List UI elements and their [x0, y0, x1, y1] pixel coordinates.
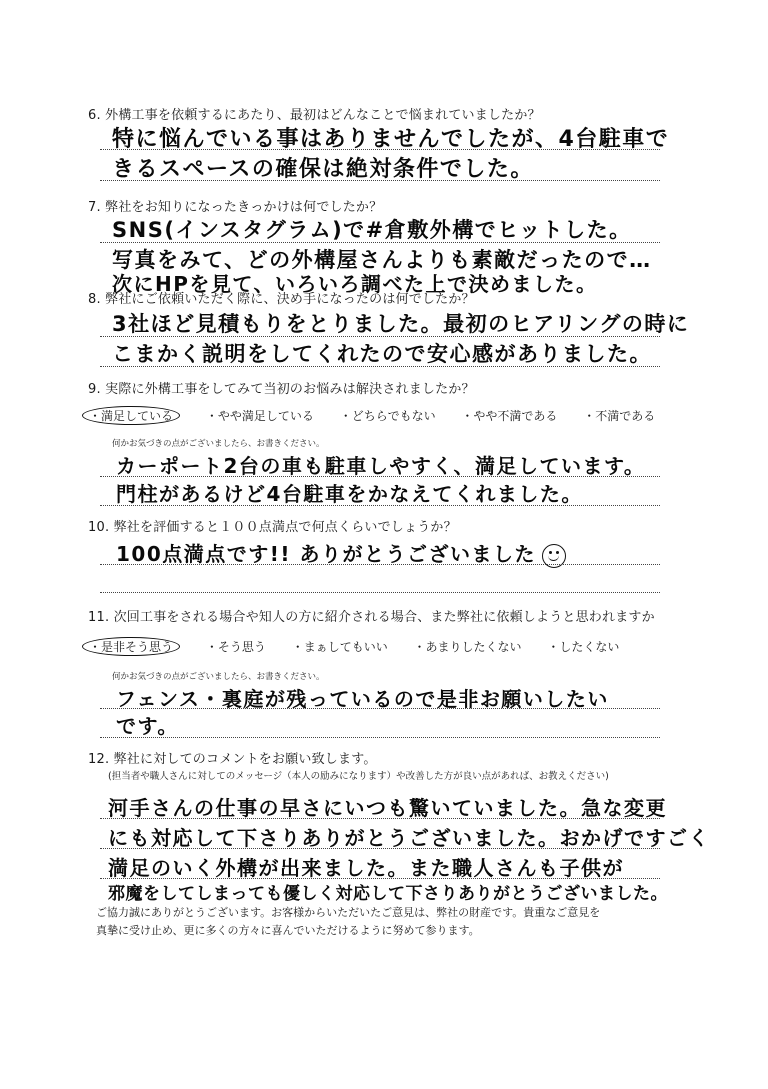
- answer-line: [100, 564, 660, 565]
- q9-hint: 何かお気づきの点がございましたら、お書きください。: [112, 439, 325, 449]
- answer-9-line-2: 門柱があるけど4台駐車をかなえてくれました。: [116, 482, 583, 506]
- question-7: 7. 弊社をお知りになったきっかけは何でしたか？: [88, 200, 383, 215]
- answer-11-line-2: です。: [116, 714, 179, 738]
- answer-line: [100, 242, 660, 243]
- question-12: 12. 弊社に対してのコメントをお願い致します。: [88, 752, 377, 767]
- footer-line-2: 真摯に受け止め、更に多くの方々に喜んでいただけるように努めて参ります。: [96, 924, 480, 937]
- footer-line-1: ご協力誠にありがとうございます。お客様からいただいたご意見は、弊社の財産です。貴重なご意見を: [96, 906, 601, 919]
- question-11: 11. 次回工事をされる場合や知人の方に紹介される場合、また弊社に依頼しようと思われますか: [88, 610, 655, 625]
- answer-12-line-3: 満足のいく外構が出来ました。また職人さんも子供が: [108, 856, 624, 880]
- answer-7-line-3: 次にHPを見て、いろいろ調べた上で決めました。: [112, 272, 598, 296]
- question-10: 10. 弊社を評価すると１００点満点で何点くらいでしょうか？: [88, 520, 457, 535]
- q11-options: [88, 637, 641, 656]
- answer-line: [100, 818, 660, 819]
- answer-line: [100, 149, 660, 150]
- q11-option-5[interactable]: ・したくない: [547, 640, 620, 654]
- answer-11-line-1: フェンス・裏庭が残っているので是非お願いしたい: [116, 687, 609, 711]
- q11-option-1[interactable]: [88, 640, 180, 654]
- answer-line: [100, 505, 660, 506]
- q11-hint: 何かお気づきの点がございましたら、お書きください。: [112, 672, 325, 682]
- q9-option-4[interactable]: ・やや不満である: [461, 409, 558, 423]
- answer-10-text: 100点満点です!! ありがとうございました: [116, 542, 536, 566]
- q11-option-2[interactable]: ・そう思う: [205, 640, 266, 654]
- answer-12-line-4: 邪魔をしてしまっても優しく対応して下さりありがとうございました。: [108, 884, 668, 904]
- answer-6-line-1: 特に悩んでいる事はありませんでしたが、4台駐車で: [112, 127, 670, 152]
- selected-circle: ・是非そう思う: [82, 637, 180, 656]
- answer-9-line-1: カーポート2台の車も駐車しやすく、満足しています。: [116, 454, 646, 478]
- q11-option-4[interactable]: ・あまりしたくない: [413, 640, 522, 654]
- answer-line: [100, 708, 660, 709]
- question-6: 6. 外構工事を依頼するにあたり、最初はどんなことで悩まれていましたか？: [88, 108, 541, 123]
- answer-8-line-2: こまかく説明をしてくれたので安心感がありました。: [112, 342, 652, 366]
- answer-7-line-1: SNS(インスタグラム)で#倉敷外構でヒットした。: [112, 218, 632, 242]
- footer-note: [96, 904, 600, 940]
- answer-7-line-2: 写真をみて、どの外構屋さんよりも素敵だったので…: [112, 248, 652, 272]
- answer-line: [100, 180, 660, 181]
- answer-line: [100, 592, 660, 593]
- selected-circle: ・満足している: [82, 406, 180, 425]
- q9-option-1[interactable]: [88, 409, 180, 423]
- q9-option-2[interactable]: ・やや満足している: [205, 409, 314, 423]
- answer-6-line-2: きるスペースの確保は絶対条件でした。: [112, 157, 534, 182]
- answer-12-line-1: 河手さんの仕事の早さにいつも驚いていました。急な変更: [108, 796, 667, 820]
- answer-line: [100, 476, 660, 477]
- answer-line: [100, 848, 660, 849]
- q9-options: [88, 406, 677, 425]
- q11-option-3[interactable]: ・まぁしてもいい: [291, 640, 388, 654]
- question-12-subtitle: (担当者や職人さんに対してのメッセージ（本人の励みになります）や改善した方が良い点があれば、お教えください): [108, 771, 609, 782]
- q9-option-3[interactable]: ・どちらでもない: [339, 409, 436, 423]
- answer-line: [100, 737, 660, 738]
- answer-line: [100, 336, 660, 337]
- answer-8-line-1: 3社ほど見積もりをとりました。最初のヒアリングの時に: [112, 312, 690, 336]
- q9-option-5[interactable]: ・不満である: [583, 409, 656, 423]
- question-8: 8. 弊社にご依頼いただく際に、決め手になったのは何でしたか？: [88, 292, 475, 307]
- answer-line: [100, 366, 660, 367]
- question-9: 9. 実際に外構工事をしてみて当初のお悩みは解決されましたか？: [88, 382, 475, 397]
- answer-12-line-2: にも対応して下さりありがとうございました。おかげですごく: [108, 826, 710, 850]
